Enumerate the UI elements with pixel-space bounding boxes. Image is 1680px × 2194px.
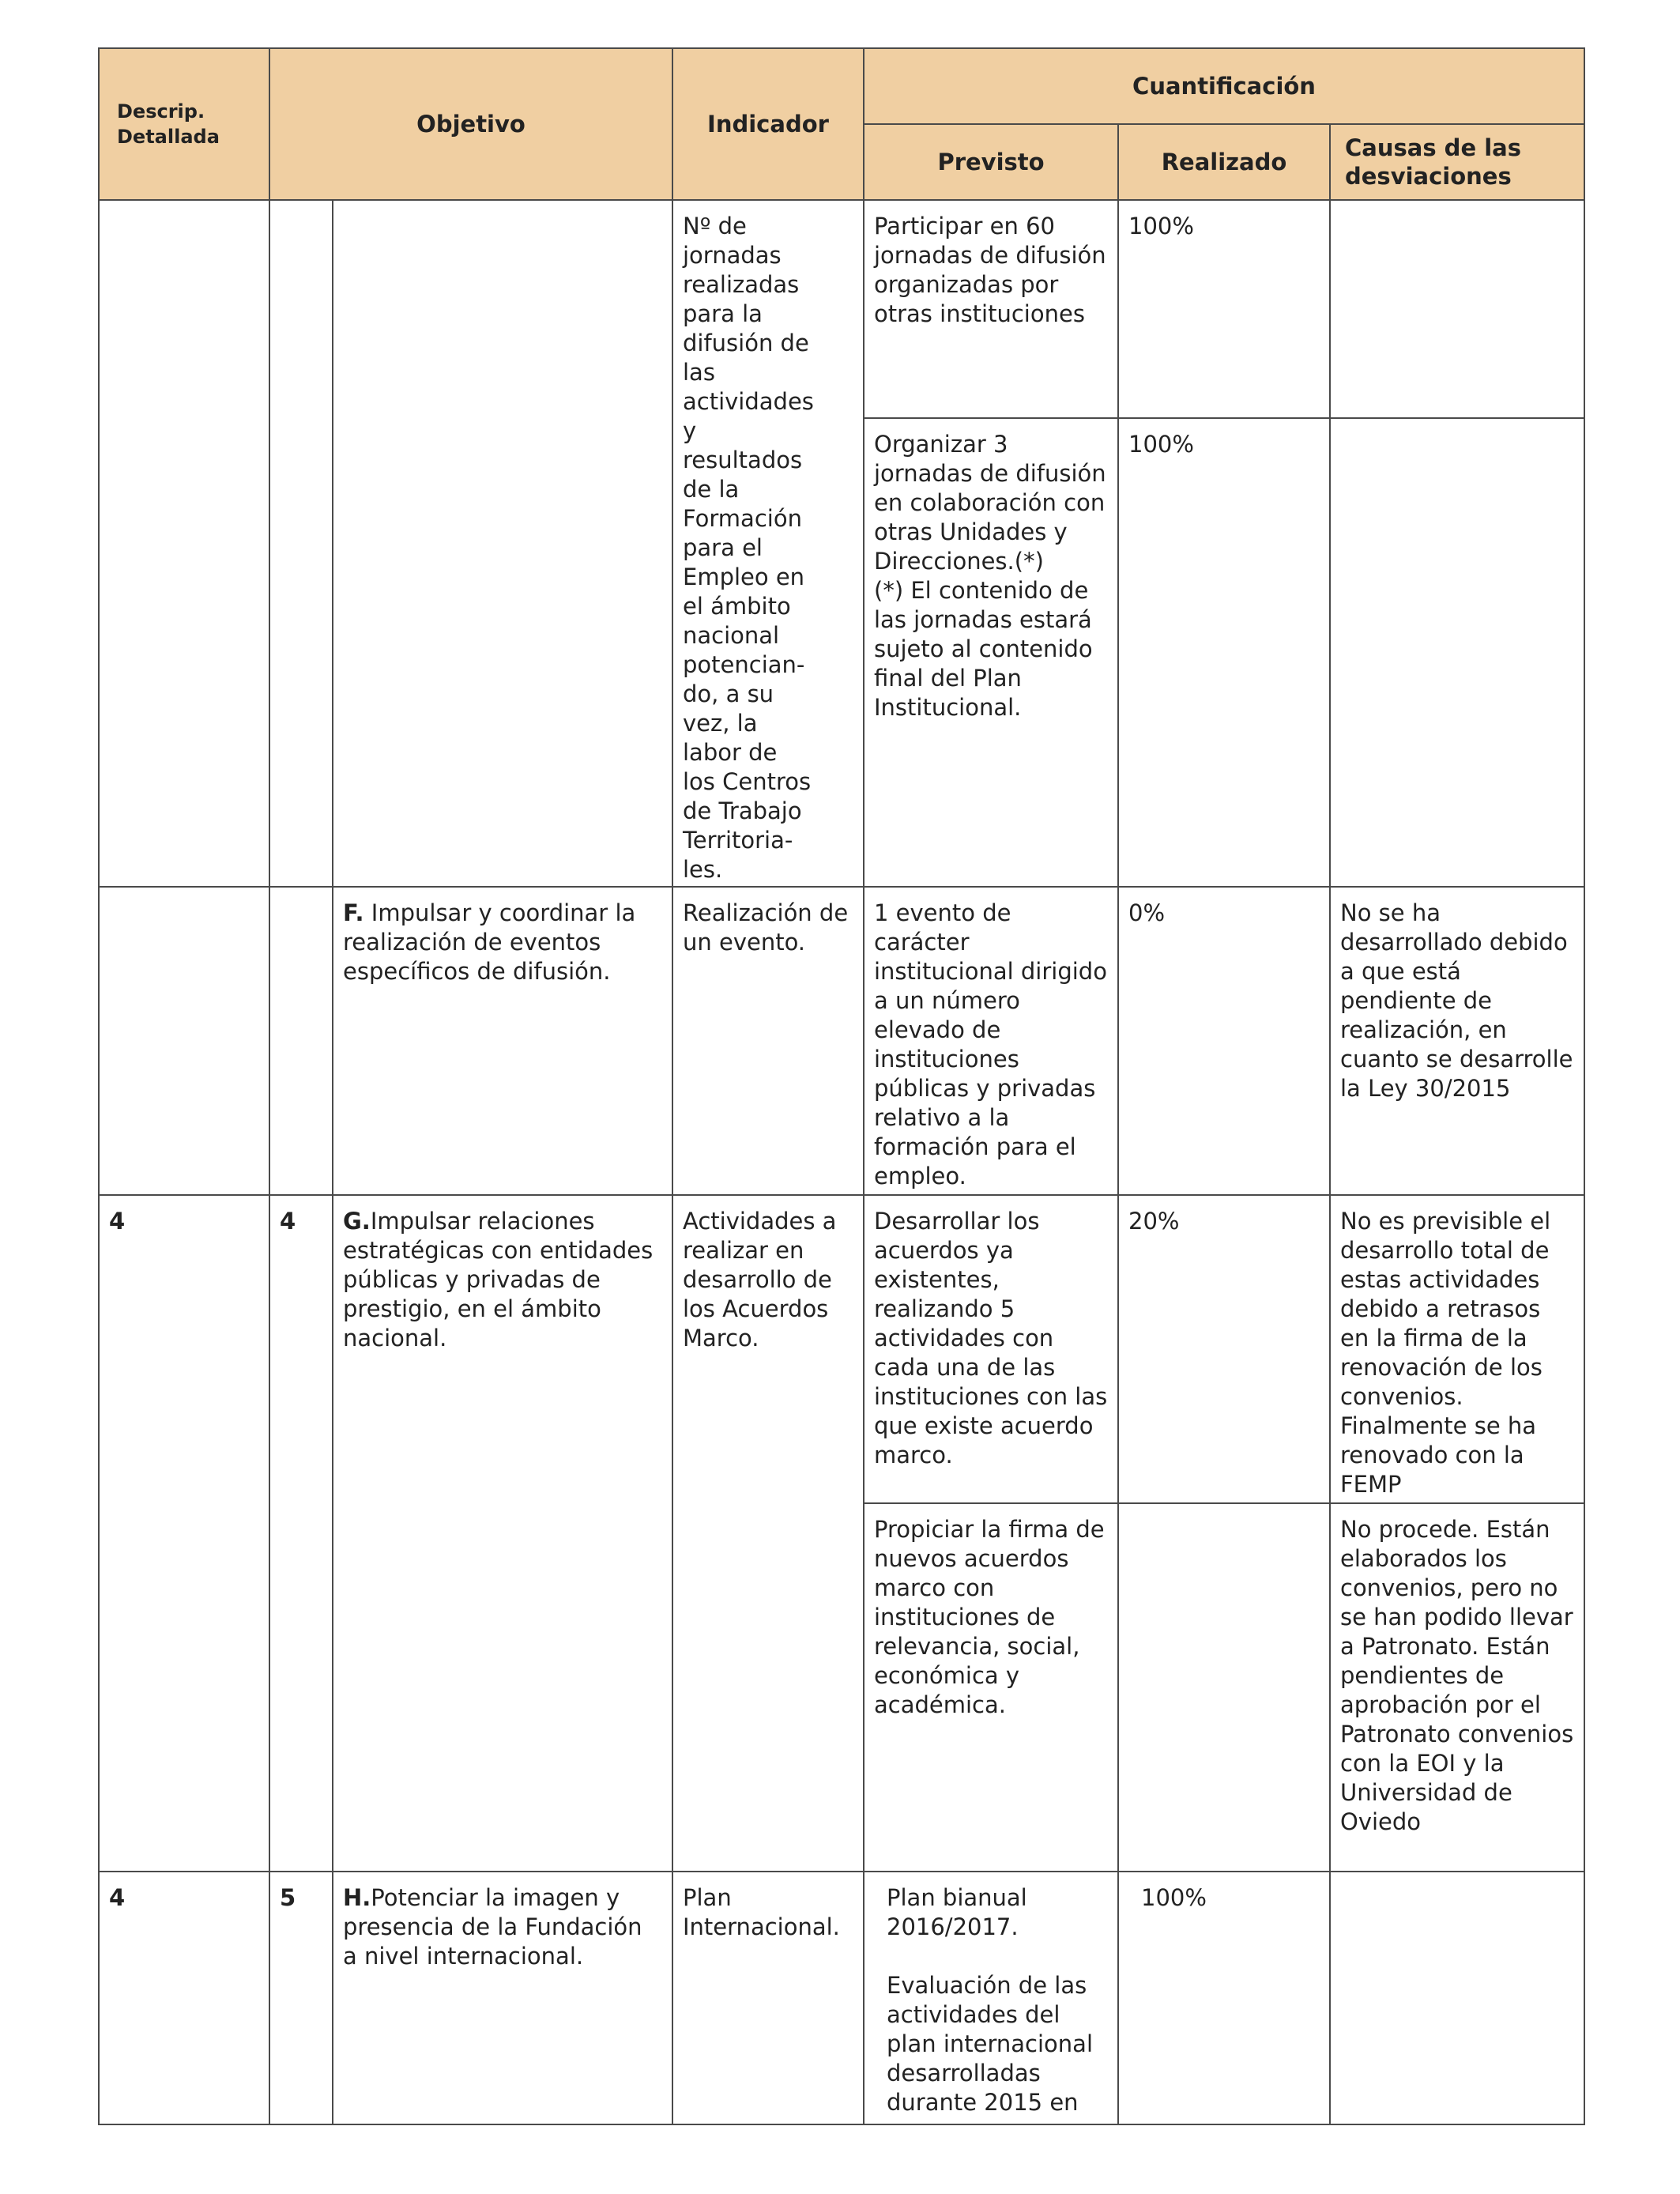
table-row-indicador: Nº de jornadas realizadas para la difusión de las actividades y resultados de la Formación para el Empleo en el ámbito nacional potencian- do, a su vez, la labor de los Centros de Trabajo Territoria- les. xyxy=(672,200,864,887)
table-row-objetivo xyxy=(333,200,672,887)
objetivo-label: H. xyxy=(343,1884,371,1911)
table-row-objetivo xyxy=(333,1195,672,1872)
objetivo-label: F. xyxy=(343,899,364,926)
table-row-descrip xyxy=(99,887,269,1195)
header-realizado: Realizado xyxy=(1118,124,1330,200)
table-row-realizado: 0% xyxy=(1118,887,1330,1195)
table-row-causas xyxy=(1330,1872,1584,2124)
table-row-objetivo xyxy=(333,1872,672,2124)
table-row-realizado: 100% xyxy=(1118,418,1330,887)
table-row-realizado: 20% xyxy=(1118,1195,1330,1503)
table-row-previsto: Desarrollar los acuerdos ya existentes, realizando 5 actividades con cada una de las instituciones con las que existe acuerdo marco. xyxy=(864,1195,1118,1503)
table-row-causas: No procede. Están elaborados los convenios, pero no se han podido llevar a Patronato. Están pendientes de aprobación por el Patronato convenios con la EOI y la Universidad de Oviedo xyxy=(1330,1503,1584,1872)
header-descrip: Descrip. Detallada xyxy=(99,48,269,200)
objetivo-text: Impulsar y coordinar la realización de eventos específicos de difusión. xyxy=(343,899,636,985)
table-row-previsto: Propiciar la firma de nuevos acuerdos marco con instituciones de relevancia, social, económica y académica. xyxy=(864,1503,1118,1872)
objectives-table xyxy=(98,47,1585,2125)
table-row-causas: No es previsible el desarrollo total de estas actividades debido a retrasos en la firma de la renovación de los convenios. Finalmente se ha renovado con la FEMP xyxy=(1330,1195,1584,1503)
table-row-previsto: Participar en 60 jornadas de difusión organizadas por otras instituciones xyxy=(864,200,1118,418)
table-row-causas xyxy=(1330,200,1584,418)
table-row-indicador: Realización de un evento. xyxy=(672,887,864,1195)
table-row-previsto: Plan bianual 2016/2017. Evaluación de las actividades del plan internacional desarrolladas durante 2015 en xyxy=(864,1872,1118,2124)
table-row-objetivo xyxy=(333,887,672,1195)
objetivo-label: G. xyxy=(343,1208,371,1235)
table-row-descrip: 4 xyxy=(99,1872,269,2124)
objetivo-text: Potenciar la imagen y presencia de la Fundación a nivel internacional. xyxy=(343,1884,642,1970)
table-row-previsto: 1 evento de carácter institucional dirigido a un número elevado de instituciones públicas y privadas relativo a la formación para el empleo. xyxy=(864,887,1118,1195)
header-indicador: Indicador xyxy=(672,48,864,200)
header-causas: Causas de las desviaciones xyxy=(1330,124,1584,200)
table-row-number xyxy=(269,200,333,887)
table-row-causas: No se ha desarrollado debido a que está pendiente de realización, en cuanto se desarrolle la Ley 30/2015 xyxy=(1330,887,1584,1195)
table-row-descrip xyxy=(99,200,269,887)
table-row-number xyxy=(269,887,333,1195)
table-row-indicador: Plan Internacional. xyxy=(672,1872,864,2124)
table-row-realizado: 100% xyxy=(1118,1872,1330,2124)
table-row-number: 5 xyxy=(269,1872,333,2124)
table-row-indicador: Actividades a realizar en desarrollo de los Acuerdos Marco. xyxy=(672,1195,864,1872)
header-previsto: Previsto xyxy=(864,124,1118,200)
table-row-realizado: 100% xyxy=(1118,200,1330,418)
table-row-causas xyxy=(1330,418,1584,887)
table-row-descrip: 4 xyxy=(99,1195,269,1872)
header-cuantificacion: Cuantificación xyxy=(864,48,1584,124)
objetivo-text: Impulsar relaciones estratégicas con entidades públicas y privadas de prestigio, en el ámbito nacional. xyxy=(343,1208,654,1351)
header-objetivo: Objetivo xyxy=(269,48,672,200)
table-row-number: 4 xyxy=(269,1195,333,1872)
table-row-realizado xyxy=(1118,1503,1330,1872)
table-row-previsto: Organizar 3 jornadas de difusión en colaboración con otras Unidades y Direcciones.(*) (*) El contenido de las jornadas estará sujeto al contenido final del Plan Institucional. xyxy=(864,418,1118,887)
